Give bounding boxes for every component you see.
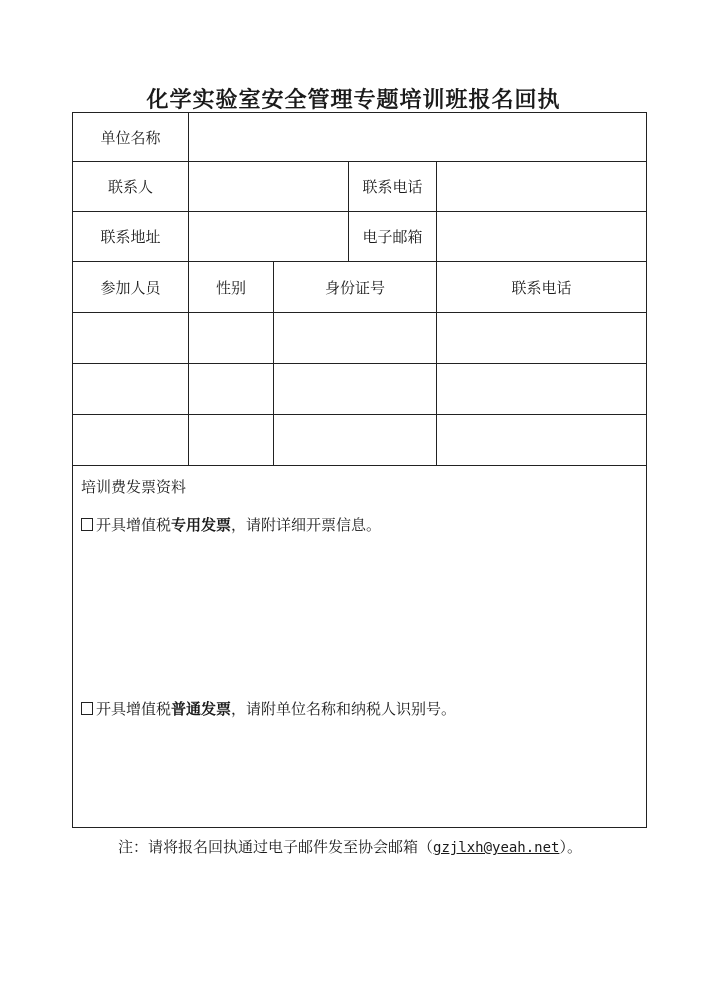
table-row: [73, 313, 647, 364]
registration-form-table: [72, 112, 647, 828]
participant-phone-cell[interactable]: [437, 313, 647, 364]
contact-person-label: 联系人: [73, 162, 189, 212]
participant-name-cell[interactable]: [73, 364, 189, 415]
table-row: [73, 415, 647, 466]
participant-name-cell[interactable]: [73, 313, 189, 364]
invoice-title: 培训费发票资料: [81, 478, 187, 496]
note-prefix: 注：请将报名回执通过电子邮件发至协会邮箱（: [118, 838, 434, 856]
contact-phone-label: 联系电话: [349, 162, 437, 212]
participant-gender-cell[interactable]: [189, 415, 274, 466]
contact-address-field[interactable]: [189, 212, 349, 262]
participant-id-cell[interactable]: [274, 364, 437, 415]
email-field[interactable]: [437, 212, 647, 262]
participant-phone-cell[interactable]: [437, 415, 647, 466]
unit-name-label: 单位名称: [73, 113, 189, 162]
note-suffix: ）。: [559, 838, 582, 856]
invoice-option-normal[interactable]: [81, 698, 456, 719]
option-prefix: 开具增值税: [96, 516, 172, 534]
table-row: [73, 364, 647, 415]
contact-phone-field[interactable]: [437, 162, 647, 212]
form-title: 化学实验室安全管理专题培训班报名回执: [146, 87, 561, 113]
participant-phone-cell[interactable]: [437, 364, 647, 415]
participant-phone-header: 联系电话: [437, 262, 647, 313]
gender-header: 性别: [189, 262, 274, 313]
checkbox-icon[interactable]: [81, 518, 93, 531]
email-link[interactable]: gzjlxh@yeah.net: [433, 840, 560, 856]
contact-person-field[interactable]: [189, 162, 349, 212]
unit-name-field[interactable]: [189, 113, 647, 162]
checkbox-icon[interactable]: [81, 702, 93, 715]
email-label: 电子邮箱: [349, 212, 437, 262]
option-suffix: ，请附单位名称和纳税人识别号。: [231, 700, 457, 718]
option-bold: 普通发票: [171, 700, 232, 718]
contact-address-label: 联系地址: [73, 212, 189, 262]
invoice-option-special[interactable]: [81, 514, 381, 535]
participant-name-cell[interactable]: [73, 415, 189, 466]
id-number-header: 身份证号: [274, 262, 437, 313]
footnote: [118, 836, 582, 857]
option-prefix: 开具增值税: [96, 700, 172, 718]
participant-gender-cell[interactable]: [189, 313, 274, 364]
participant-id-cell[interactable]: [274, 313, 437, 364]
invoice-section: [73, 466, 647, 828]
participant-header: 参加人员: [73, 262, 189, 313]
participant-gender-cell[interactable]: [189, 364, 274, 415]
participant-id-cell[interactable]: [274, 415, 437, 466]
option-bold: 专用发票: [171, 516, 232, 534]
option-suffix: ，请附详细开票信息。: [231, 516, 382, 534]
